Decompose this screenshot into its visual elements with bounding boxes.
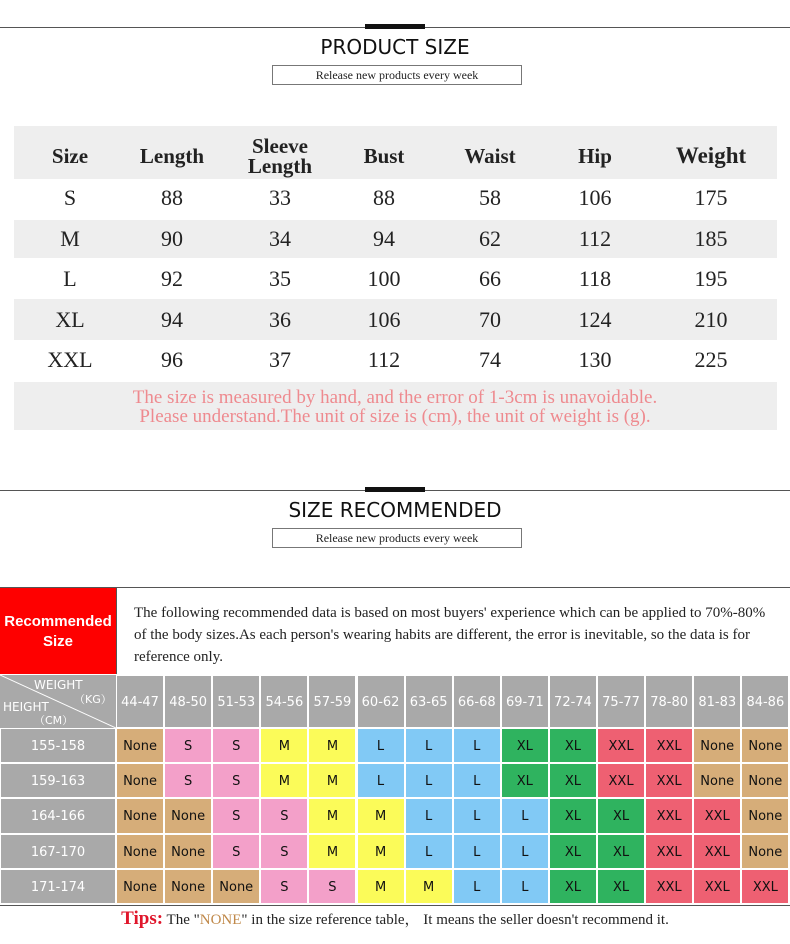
size-recommend-cell: None	[741, 728, 789, 763]
size-label-cell: XL	[55, 307, 85, 332]
measurement-cell: 175	[694, 185, 728, 210]
weight-header-cell: 44-47	[116, 675, 164, 728]
measurement-cell: 37	[269, 347, 291, 372]
weight-header-cell: 66-68	[453, 675, 501, 728]
size-recommend-cell: XXL	[645, 869, 693, 904]
size-recommend-cell: M	[308, 728, 356, 763]
weight-header-cell: 54-56	[260, 675, 308, 728]
measurement-cell: 74	[479, 347, 501, 372]
measurement-cell: 92	[161, 266, 183, 291]
size-recommend-cell: None	[116, 834, 164, 869]
size-recommend-cell: L	[405, 728, 453, 763]
size-recommend-cell: L	[453, 763, 501, 798]
size-recommend-cell: XXL	[597, 728, 645, 763]
size-recommend-cell: XL	[501, 728, 549, 763]
size-recommend-cell: S	[308, 869, 356, 904]
divider-accent	[365, 24, 425, 29]
size-recommend-cell: None	[164, 834, 212, 869]
size-recommend-cell: M	[308, 763, 356, 798]
size-recommend-cell: None	[693, 763, 741, 798]
measurement-cell: 88	[373, 185, 395, 210]
size-recommend-cell: L	[357, 728, 405, 763]
measurement-cell: 88	[161, 185, 183, 210]
size-recommend-cell: None	[212, 869, 260, 904]
measurement-cell: 225	[694, 347, 728, 372]
size-label-cell: M	[60, 226, 80, 251]
size-recommend-cell: S	[212, 763, 260, 798]
size-recommend-cell: None	[116, 869, 164, 904]
size-recommend-cell: None	[741, 834, 789, 869]
size-recommend-cell: XXL	[645, 834, 693, 869]
size-recommend-cell: XL	[549, 798, 597, 833]
size-label-cell: L	[63, 266, 77, 291]
measurement-cell: 66	[479, 266, 501, 291]
height-row-label: 167-170	[0, 834, 116, 869]
size-recommend-cell: XL	[597, 798, 645, 833]
size-recommend-cell: S	[260, 798, 308, 833]
weight-height-corner	[0, 675, 116, 728]
size-recommend-cell: S	[212, 728, 260, 763]
size-recommend-cell: None	[116, 763, 164, 798]
height-row-label: 159-163	[0, 763, 116, 798]
header-bust: Bust	[363, 144, 405, 168]
size-recommend-cell: L	[405, 798, 453, 833]
measurement-cell: 33	[269, 185, 291, 210]
measurement-cell: 90	[161, 226, 183, 251]
size-recommend-cell: XL	[549, 834, 597, 869]
size-recommend-cell: L	[405, 834, 453, 869]
header-sleeve-length	[220, 136, 340, 176]
tips-none-word: NONE	[199, 912, 242, 928]
measurement-cell: 130	[578, 347, 612, 372]
measurement-cell: 35	[269, 266, 291, 291]
divider-accent	[365, 487, 425, 492]
weight-header-cell: 84-86	[741, 675, 789, 728]
measurement-cell: 94	[373, 226, 395, 251]
size-recommend-cell: XL	[549, 869, 597, 904]
weight-header-cell: 75-77	[597, 675, 645, 728]
tips-line	[0, 908, 790, 930]
corner-height-label: HEIGHT	[3, 700, 49, 714]
weight-header-cell: 57-59	[308, 675, 356, 728]
size-recommend-cell: M	[308, 834, 356, 869]
size-recommend-cell: L	[405, 763, 453, 798]
height-row-label: 164-166	[0, 798, 116, 833]
size-recommend-cell: XXL	[645, 728, 693, 763]
size-recommend-cell: XXL	[597, 763, 645, 798]
size-recommend-cell: M	[308, 798, 356, 833]
measurement-note-line1: The size is measured by hand, and the error of 1-3cm is unavoidable.	[132, 387, 658, 408]
corner-kg-label: （KG）	[74, 693, 112, 706]
size-recommend-cell: S	[212, 834, 260, 869]
size-recommend-cell: S	[164, 763, 212, 798]
size-recommend-cell: S	[260, 834, 308, 869]
recommended-size-badge	[0, 588, 116, 674]
size-label-cell: S	[63, 185, 77, 210]
size-recommend-cell: XL	[549, 763, 597, 798]
size-recommended-title: SIZE RECOMMENDED	[288, 498, 502, 522]
measurement-cell: 118	[578, 266, 612, 291]
weight-header-cell: 78-80	[645, 675, 693, 728]
measurement-cell: 210	[694, 307, 728, 332]
size-recommend-cell: None	[116, 798, 164, 833]
size-recommend-cell: XXL	[645, 763, 693, 798]
size-recommend-cell: L	[501, 834, 549, 869]
weight-header-cell: 51-53	[212, 675, 260, 728]
size-recommend-cell: M	[357, 834, 405, 869]
measurement-note-line2: Please understand.The unit of size is (cm), the unit of weight is (g).	[139, 406, 651, 427]
corner-cm-label: （CM）	[34, 714, 74, 727]
size-recommend-cell: L	[357, 763, 405, 798]
size-recommend-cell: M	[405, 869, 453, 904]
measurement-cell: 106	[578, 185, 612, 210]
size-label-cell: XXL	[47, 347, 93, 372]
tips-pre: The "	[163, 912, 200, 928]
tips-label: Tips:	[121, 908, 164, 929]
measurement-cell: 36	[269, 307, 291, 332]
measurement-cell: 195	[694, 266, 728, 291]
size-recommend-cell: None	[164, 869, 212, 904]
header-waist: Waist	[464, 144, 516, 168]
measurement-cell: 34	[269, 226, 291, 251]
size-recommend-cell: L	[453, 869, 501, 904]
header-size: Size	[51, 144, 89, 168]
weight-header-cell: 72-74	[549, 675, 597, 728]
weight-header-cell: 60-62	[357, 675, 405, 728]
size-recommend-cell: M	[357, 798, 405, 833]
measurement-cell: 112	[367, 347, 401, 372]
weight-header-cell: 48-50	[164, 675, 212, 728]
measurement-cell: 112	[578, 226, 612, 251]
size-recommend-cell: None	[693, 728, 741, 763]
header-length: Length	[139, 144, 205, 168]
size-recommend-cell: XXL	[693, 834, 741, 869]
header-sleeve-line1: Sleeve	[252, 134, 308, 158]
product-size-subtitle: Release new products every week	[272, 65, 522, 85]
weight-header-cell: 63-65	[405, 675, 453, 728]
height-row-label: 171-174	[0, 869, 116, 904]
badge-line2: Size	[42, 633, 73, 650]
product-size-title: PRODUCT SIZE	[320, 35, 470, 59]
header-weight: Weight	[675, 143, 747, 168]
header-hip: Hip	[578, 144, 612, 168]
size-recommend-cell: XL	[597, 869, 645, 904]
size-recommend-cell: L	[501, 869, 549, 904]
recommendation-description: The following recommended data is based on most buyers' experience which can be applied to 70%-80% of the body sizes.As each person's wearing habits are different, the error is inevitable, so the data is for reference only.	[116, 588, 790, 674]
weight-header-cell: 69-71	[501, 675, 549, 728]
size-recommend-cell: M	[260, 763, 308, 798]
measurement-cell: 185	[694, 226, 728, 251]
size-recommend-cell: XXL	[645, 798, 693, 833]
size-recommend-cell: None	[116, 728, 164, 763]
height-row-label: 155-158	[0, 728, 116, 763]
size-recommend-cell: L	[501, 798, 549, 833]
size-recommend-cell: M	[260, 728, 308, 763]
size-recommend-cell: XL	[597, 834, 645, 869]
size-recommend-cell: None	[741, 798, 789, 833]
measurement-cell: 94	[161, 307, 183, 332]
size-recommend-cell: XL	[501, 763, 549, 798]
measurement-cell: 62	[479, 226, 501, 251]
tips-post: " in the size reference table， It means the seller doesn't recommend it.	[241, 912, 669, 928]
size-recommend-cell: L	[453, 728, 501, 763]
size-recommend-cell: L	[453, 834, 501, 869]
size-recommend-cell: XXL	[741, 869, 789, 904]
size-recommend-cell: S	[212, 798, 260, 833]
measurement-cell: 106	[367, 307, 401, 332]
measurement-cell: 58	[479, 185, 501, 210]
size-recommend-cell: None	[164, 798, 212, 833]
corner-weight-label: WEIGHT	[34, 678, 83, 692]
size-recommend-cell: XXL	[693, 798, 741, 833]
measurement-cell: 96	[161, 347, 183, 372]
size-recommend-cell: None	[741, 763, 789, 798]
badge-line1: Recommended	[4, 613, 112, 630]
size-recommend-cell: S	[164, 728, 212, 763]
size-recommend-cell: S	[260, 869, 308, 904]
size-recommend-cell: L	[453, 798, 501, 833]
size-recommend-cell: M	[357, 869, 405, 904]
weight-header-cell: 81-83	[693, 675, 741, 728]
measurement-cell: 100	[367, 266, 401, 291]
measurement-cell: 124	[578, 307, 612, 332]
size-recommend-cell: XXL	[693, 869, 741, 904]
size-recommended-subtitle: Release new products every week	[272, 528, 522, 548]
size-recommend-cell: XL	[549, 728, 597, 763]
header-sleeve-line2: Length	[247, 154, 313, 178]
measurement-cell: 70	[479, 307, 501, 332]
